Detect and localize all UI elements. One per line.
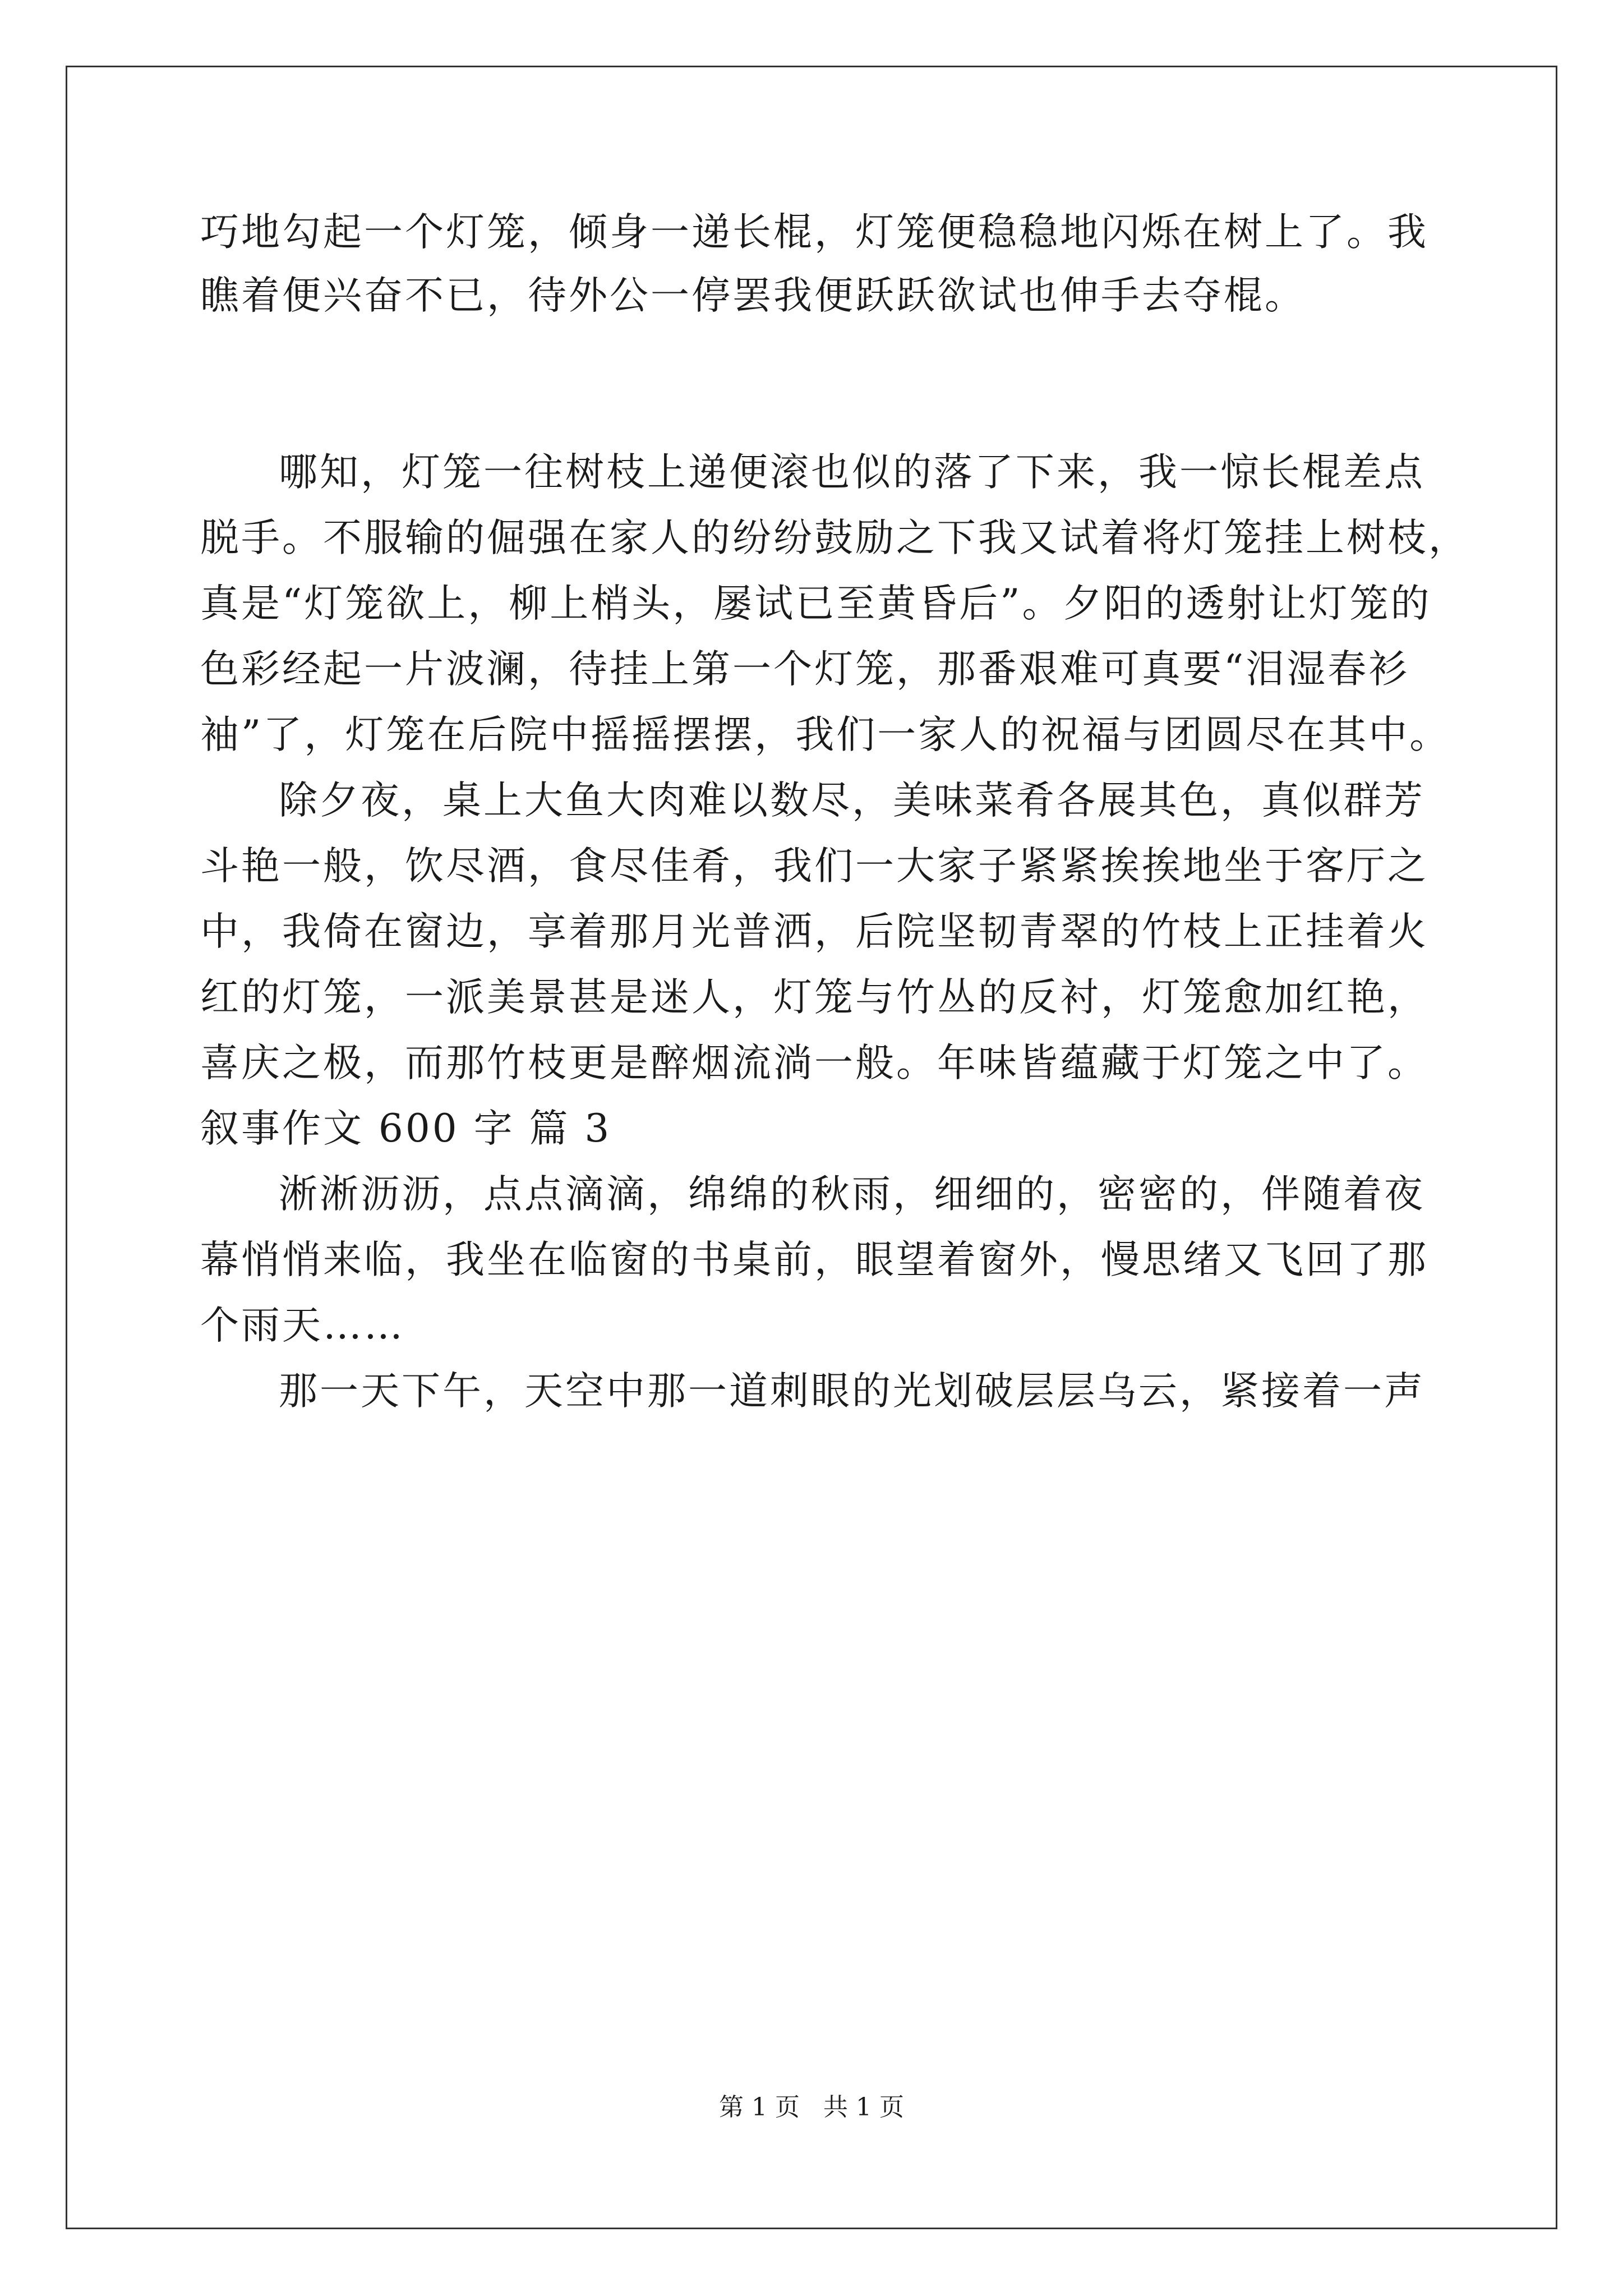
line-text: 喜庆之极，而那竹枝更是醉烟流淌一般。年味皆蕴藏于灯笼之中了。 <box>200 1041 1428 1085</box>
page-footer <box>0 2087 1623 2123</box>
line-text: 袖”了，灯笼在后院中摇摇摆摆，我们一家人的祝福与团圆尽在其中。 <box>200 712 1451 757</box>
line-text: 个雨天…… <box>200 1303 405 1348</box>
line-text: 红的灯笼，一派美景甚是迷人，灯笼与竹丛的反衬，灯笼愈加红艳， <box>200 975 1428 1020</box>
line-text: 淅淅沥沥，点点滴滴，绵绵的秋雨，细细的，密密的，伴随着夜 <box>279 1172 1425 1217</box>
line-text: 那一天下午，天空中那一道刺眼的光划破层层乌云，紧接着一声 <box>279 1369 1425 1414</box>
section-heading-text: 叙事作文 600 字 篇 3 <box>200 1106 612 1151</box>
line-text: 中，我倚在窗边，享着那月光普洒，后院坚韧青翠的竹枝上正挂着火 <box>200 909 1428 954</box>
line-text: 巧地勾起一个灯笼，倾身一递长棍，灯笼便稳稳地闪烁在树上了。我 <box>200 210 1428 255</box>
line-text: 瞧着便兴奋不已，待外公一停罢我便跃跃欲试也伸手去夺棍。 <box>200 273 1306 318</box>
line-text: 脱手。不服输的倔强在家人的纷纷鼓励之下我又试着将灯笼挂上树枝， <box>200 516 1469 560</box>
line-text: 真是“灯笼欲上，柳上梢头，屡试已至黄昏后”。夕阳的透射让灯笼的 <box>200 581 1432 626</box>
line-text: 哪知，灯笼一往树枝上递便滚也似的落了下来，我一惊长棍差点 <box>279 450 1425 495</box>
line-text: 斗艳一般，饮尽酒，食尽佳肴，我们一大家子紧紧挨挨地坐于客厅之 <box>200 844 1428 889</box>
line-text: 色彩经起一片波澜，待挂上第一个灯笼，那番艰难可真要“泪湿春衫 <box>200 647 1410 692</box>
page-current: 第 1 页 <box>719 2093 800 2122</box>
line-text: 幕悄悄来临，我坐在临窗的书桌前，眼望着窗外，慢思绪又飞回了那 <box>200 1237 1428 1282</box>
page-total: 共 1 页 <box>823 2093 904 2122</box>
line-text: 除夕夜，桌上大鱼大肉难以数尽，美味菜肴各展其色，真似群芳 <box>279 778 1425 823</box>
